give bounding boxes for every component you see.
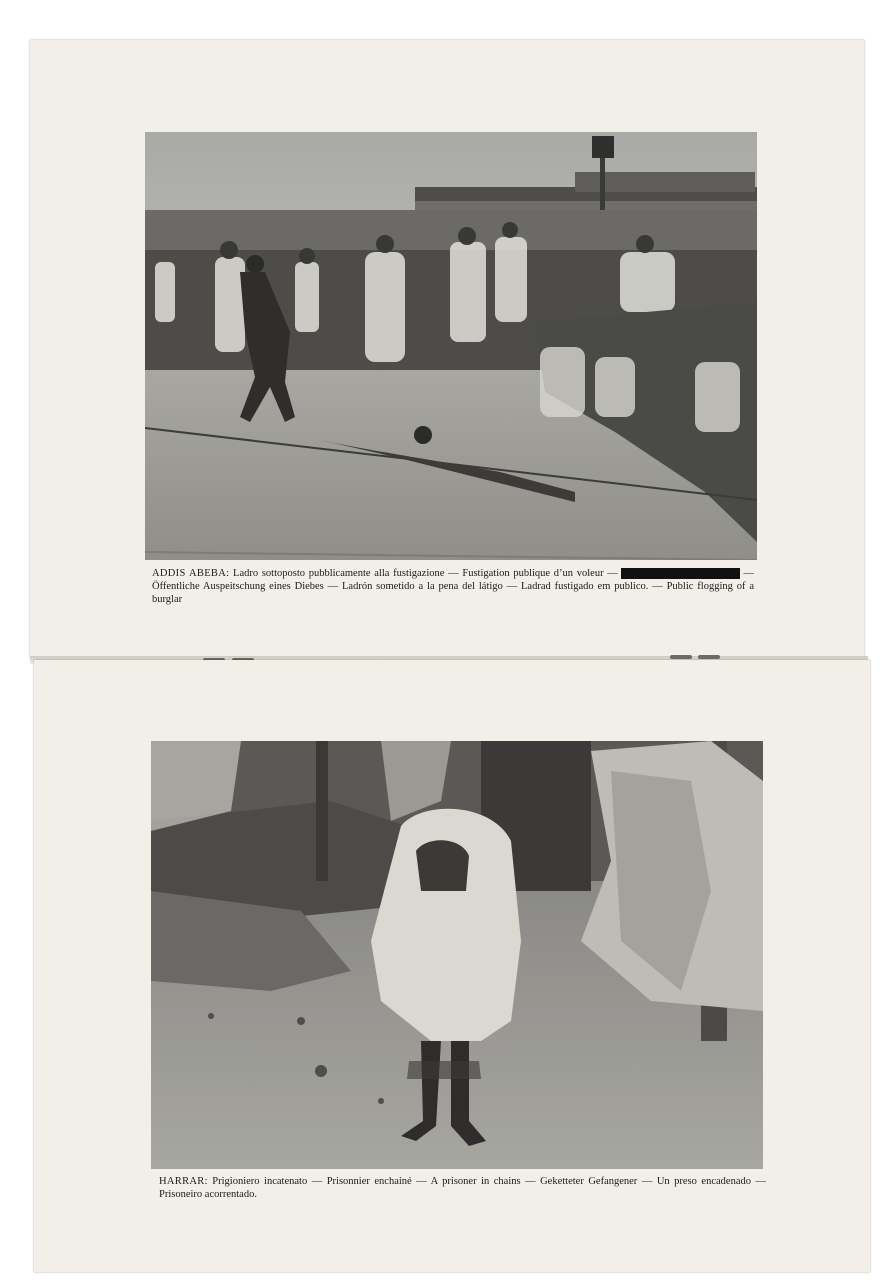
prisoner-photo xyxy=(151,741,763,1169)
upper-page xyxy=(30,40,864,658)
caption-text: Ladro sottoposto pubblicamente alla fustigazione — Fustigation publique d’un voleur — xyxy=(229,568,621,579)
lower-page xyxy=(34,660,870,1272)
redacted-text: A burglar publicly whipped xyxy=(620,568,740,579)
staple-right xyxy=(670,655,692,659)
flogging-photo-image xyxy=(145,132,757,560)
flogging-caption xyxy=(152,567,754,606)
staple-right-2 xyxy=(698,655,720,659)
prisoner-caption xyxy=(159,1175,766,1201)
prisoner-photo-image xyxy=(151,741,763,1169)
caption-text-continued: — Öffentliche Auspeitschung eines Diebes — Ladrón sometido a la pena del látigo — Ladrad fustigado em publico. — Public flogging of a burglar xyxy=(152,568,754,605)
caption-text: Prigioniero incatenato — Prisonnier enchainé — A prisoner in chains — Geketteter Gefangener — Un preso encadenado — Prisoneiro acorrentado. xyxy=(159,1176,766,1200)
flogging-photo xyxy=(145,132,757,560)
caption-place: HARRAR: xyxy=(159,1176,208,1187)
caption-place: ADDIS ABEBA: xyxy=(152,568,230,579)
